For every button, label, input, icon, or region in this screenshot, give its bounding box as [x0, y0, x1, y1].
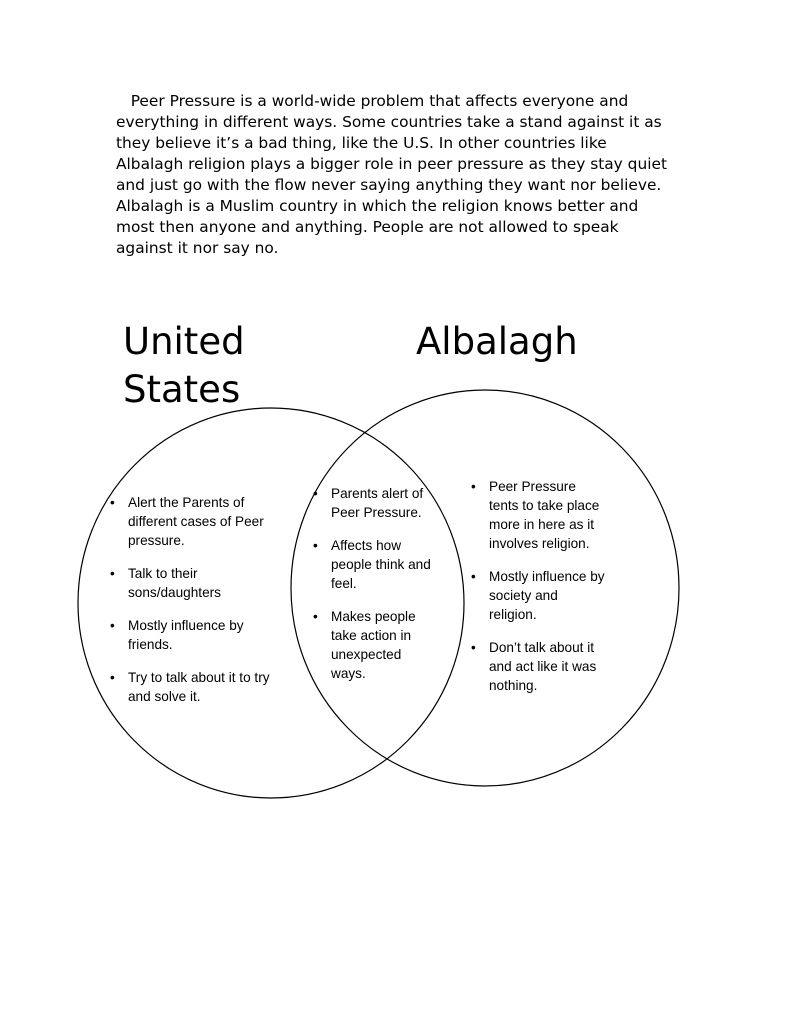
list-item	[313, 484, 439, 522]
albalagh-list	[471, 477, 607, 709]
bullet-icon: •	[471, 479, 476, 494]
bullet-icon: •	[110, 495, 115, 510]
bullet-icon: •	[110, 618, 115, 633]
overlap-list	[313, 484, 439, 697]
us-title	[123, 318, 323, 414]
us-title-line1: United	[123, 320, 245, 363]
overlap-item-text: Affects how people think and feel.	[331, 538, 431, 591]
list-item	[313, 607, 439, 683]
overlap-item-text: Parents alert of Peer Pressure.	[331, 486, 424, 520]
intro-text: Peer Pressure is a world-wide problem that affects everyone and everything in different ways. Some countries take a stand against it as they believe it’s a bad thing, like the U.S. In other countries like Albalagh religion plays a bigger role in peer pressure as they stay quiet and just go with the flow never saying anything they want nor believe. Albalagh is a Muslim country in which the religion knows better and most then anyone and anything. People are not allowed to speak against it nor say no.	[116, 92, 667, 257]
list-item	[110, 668, 281, 706]
albalagh-item-text: Don’t talk about it and act like it was nothing.	[489, 640, 597, 693]
list-item	[110, 564, 281, 602]
list-item	[313, 536, 439, 593]
us-item-text: Alert the Parents of different cases of Peer pressure.	[128, 495, 264, 548]
list-item	[471, 477, 607, 553]
bullet-icon: •	[110, 670, 115, 685]
us-title-line2: States	[123, 368, 241, 411]
list-item	[471, 638, 607, 695]
albalagh-title: Albalagh	[416, 320, 578, 363]
albalagh-item-text: Peer Pressure tents to take place more in here as it involves religion.	[489, 479, 600, 551]
overlap-item-text: Makes people take action in unexpected ways.	[331, 609, 416, 681]
us-item-text: Talk to their sons/daughters	[128, 566, 221, 600]
us-item-text: Mostly influence by friends.	[128, 618, 244, 652]
bullet-icon: •	[471, 569, 476, 584]
bullet-icon: •	[110, 566, 115, 581]
bullet-icon: •	[313, 609, 318, 624]
list-item	[471, 567, 607, 624]
albalagh-item-text: Mostly influence by society and religion.	[489, 569, 605, 622]
us-item-text: Try to talk about it to try and solve it.	[128, 670, 270, 704]
bullet-icon: •	[313, 538, 318, 553]
bullet-icon: •	[471, 640, 476, 655]
list-item	[110, 616, 281, 654]
us-list	[110, 493, 281, 704]
bullet-icon: •	[313, 486, 318, 501]
list-item	[110, 493, 281, 550]
